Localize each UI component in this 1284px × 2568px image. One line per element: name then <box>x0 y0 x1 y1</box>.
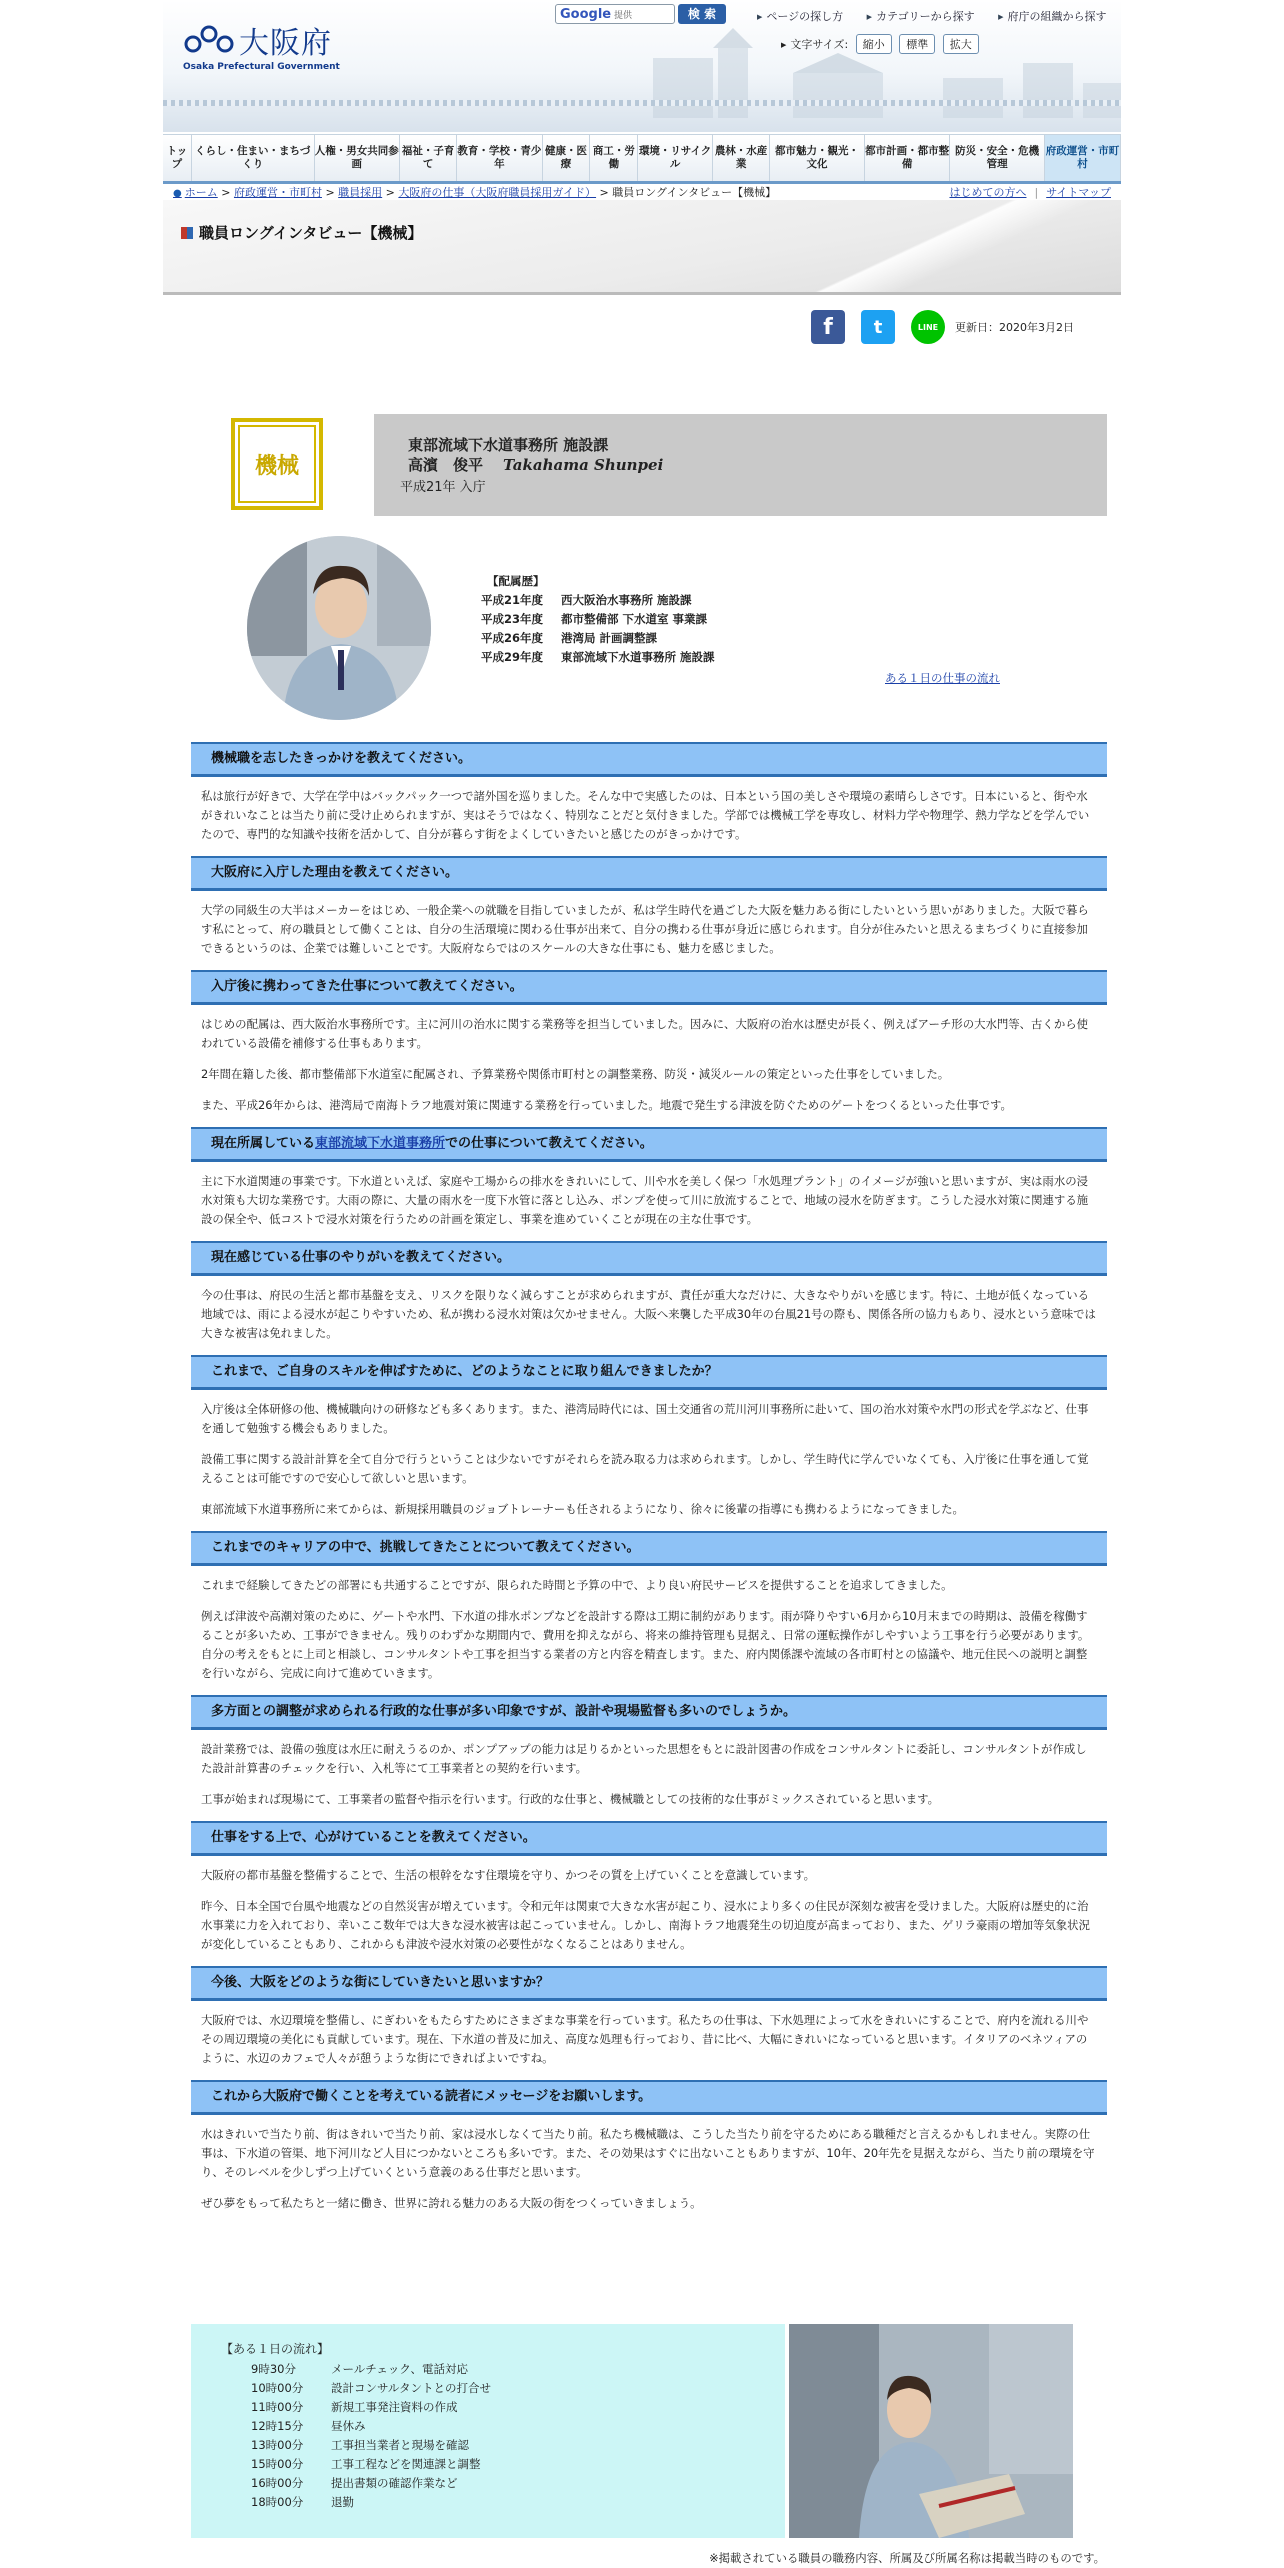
history-year: 平成21年度 <box>481 593 544 607</box>
history-row <box>481 648 715 667</box>
site-header <box>163 0 1121 132</box>
history-dept: 西大阪治水事務所 施設課 <box>561 593 692 607</box>
font-size-label: ▶ 文字サイズ: <box>781 38 848 51</box>
answer-paragraph: 2年間在籍した後、都市整備部下水道室に配属され、予算業務や関係市町村との調整業務、防災・減災ルールの策定といった仕事をしていました。 <box>201 1067 950 1081</box>
task: 工事工程などを関連課と調整 <box>331 2457 481 2471</box>
divider <box>163 292 1121 295</box>
title-band <box>163 200 1121 292</box>
breadcrumb-administration[interactable]: 府政運営・市町村 <box>233 186 322 199</box>
answer-paragraph: 大阪府では、水辺環境を整備し、にぎわいをもたらすためにさまざまな事業を行っています。私たちの仕事は、下水処理によって水をきれいにすることで、府内を流れる川やその周辺環境の美化にも貢献しています。現在、下水道の普及に加え、高度な処理も行っており、昔に比べ、大幅にきれいになっていると思います。イタリアのベネツィアのように、水辺のカフェで人々が憩うような街にできればよいですね。 <box>201 2013 1089 2065</box>
history-dept: 港湾局 計画調整課 <box>561 631 658 645</box>
list-item <box>251 2398 491 2417</box>
answer-paragraph: 設計業務では、設備の強度は水圧に耐えうるのか、ポンプアップの能力は足りるかといった思想をもとに設計図書の作成をコンサルタントに委託し、コンサルタントが作成した設計計算書のチェックを行い、入札等にて工事業者との契約を行います。 <box>201 1742 1087 1775</box>
facebook-icon[interactable]: f <box>811 310 845 344</box>
question-heading: これまで、ご自身のスキルを伸ばすために、どのようなことに取り組んできましたか？ <box>191 1355 1107 1390</box>
answer-paragraph: 私は旅行が好きで、大学在学中はバックパック一つで諸外国を巡りました。そんな中で実感したのは、日本という国の美しさや環境の素晴らしさです。日本にいると、街や水がきれいなことは当たり前に受け止められますが、実はそうではなく、特別なことだと気付きました。学部では機械工学を専攻し、材料力学や物理学、熱力学などを学んでいたので、専門的な知識や技術を活かして、自分が暮らす街をよくしていきたいと感じたのがきっかけです。 <box>201 789 1090 841</box>
nav-welfare[interactable]: 福祉・子育て <box>400 135 457 181</box>
task: 設計コンサルタントとの打合せ <box>331 2381 491 2395</box>
time: 12時15分 <box>251 2419 304 2433</box>
nav-urban[interactable]: 都市計画・都市整備 <box>865 135 950 181</box>
interview <box>191 742 1107 2225</box>
answer-paragraph: また、平成26年からは、港湾局で南海トラフ地震対策に関連する業務を行っていました。地震で発生する津波を防ぐためのゲートをつくるといった仕事です。 <box>201 1098 1012 1112</box>
nav-human-rights[interactable]: 人権・男女共同参画 <box>315 135 400 181</box>
question-heading: 仕事をする上で、心がけていることを教えてください。 <box>191 1821 1107 1856</box>
list-item <box>251 2360 491 2379</box>
question-heading: 現在感じている仕事のやりがいを教えてください。 <box>191 1241 1107 1276</box>
top-link-organization[interactable]: ▶ 府庁の組織から探す <box>998 10 1106 23</box>
time: 9時30分 <box>251 2362 296 2376</box>
answer-paragraph: 主に下水道関連の事業です。下水道といえば、家庭や工場からの排水をきれいにして、川や水を美しく保つ「水処理プラント」のイメージが強いと思いますが、実は雨水の浸水対策も大切な業務です。大雨の際に、大量の雨水を一度下水管に落とし込み、ポンプを使って川に放流することで、地域の浸水を防ぎます。こうした浸水対策に関連する施設の保全や、低コストで浸水対策を行うための計画を策定し、事業を進めていくことが現在の主な仕事です。 <box>201 1174 1089 1226</box>
nav-commerce[interactable]: 商工・労働 <box>590 135 638 181</box>
question-text: での仕事について教えてください。 <box>445 1136 653 1151</box>
history-row <box>481 629 715 648</box>
profile-box <box>374 414 1107 516</box>
profile-name-roman: Takahama Shunpei <box>503 456 664 474</box>
twitter-icon[interactable]: t <box>861 310 895 344</box>
history-dept: 東部流域下水道事務所 施設課 <box>561 650 715 664</box>
list-item <box>251 2436 491 2455</box>
font-size-small-button[interactable]: 縮小 <box>856 34 892 54</box>
search-button[interactable]: 検 索 <box>678 4 726 24</box>
footnote: ※掲載されている職員の職務内容、所属及び所属名称は掲載当時のものです。 <box>709 2551 1105 2565</box>
answer-paragraph: 今の仕事は、府民の生活と都市基盤を支え、リスクを限りなく減らすことが求められますが、責任が重大なだけに、大きなやりがいを感じます。特に、土地が低くなっている地域では、雨による浸水が起こりやすいため、私が携わる浸水対策は欠かせません。大阪へ来襲した平成30年の台風21号の際も、関係各所の協力もあり、浸水という意味では大きな被害は免れました。 <box>201 1288 1096 1340</box>
answer-paragraph: 大阪府の都市基盤を整備することで、生活の根幹をなす住環境を守り、かつその質を上げていくことを意識しています。 <box>201 1868 815 1882</box>
nav-education[interactable]: 教育・学校・青少年 <box>457 135 542 181</box>
task: 工事担当業者と現場を確認 <box>331 2438 469 2452</box>
profile-joined: 平成21年 入庁 <box>400 480 486 495</box>
time: 15時00分 <box>251 2457 304 2471</box>
question-heading: 大阪府に入庁した理由を教えてください。 <box>191 856 1107 891</box>
staff-photo <box>247 536 431 720</box>
task: メールチェック、電話対応 <box>331 2362 468 2376</box>
history-row <box>481 610 715 629</box>
osaka-emblem-icon <box>183 22 239 56</box>
nav-tourism[interactable]: 都市魅力・観光・文化 <box>770 135 865 181</box>
assignment-history <box>481 572 715 667</box>
time: 10時00分 <box>251 2381 304 2395</box>
nav-disaster[interactable]: 防災・安全・危機管理 <box>950 135 1045 181</box>
nav-environment[interactable]: 環境・リサイクル <box>638 135 713 181</box>
nav-life[interactable]: くらし・住まい・まちづくり <box>192 135 315 181</box>
task: 提出書類の確認作業など <box>331 2476 458 2490</box>
breadcrumb-guide[interactable]: 大阪府の仕事（大阪府職員採用ガイド） <box>398 186 597 199</box>
question-heading: 機械職を志したきっかけを教えてください。 <box>191 742 1107 777</box>
top-link-category[interactable]: ▶ カテゴリーから探す <box>867 10 975 23</box>
breadcrumb-current: 職員ロングインタビュー【機械】 <box>612 186 777 199</box>
question-heading: 多方面との調整が求められる行政的な仕事が多い印象ですが、設計や現場監督も多いのでしょうか。 <box>191 1695 1107 1730</box>
answer-paragraph: 水はきれいで当たり前、街はきれいで当たり前、家は浸水しなくて当たり前。私たち機械職は、こうした当たり前を守るためにある職種だと言えるかもしれません。実際の仕事は、下水道の管渠、地下河川など人目につかないところも多いです。また、その効果はすぐに出ないこともありますが、10年、20年先を見据えながら、当たり前の環境を守り、そのレベルを少しずつ上げていくという意義のある仕事だと思います。 <box>201 2127 1095 2179</box>
answer-paragraph: 例えば津波や高潮対策のために、ゲートや水門、下水道の排水ポンプなどを設計する際は工期に制約があります。雨が降りやすい6月から10月末までの時期は、設備を稼働することが多いため、工事ができません。残りのわずかな期間内で、費用を抑えながら、将来の維持管理も見据え、日常の運転操作がしやすいよう工事を行う必要があります。自分の考えをもとに上司と相談し、コンサルタントや工事を担当する業者の方と内容を精査します。また、府内関係課や流域の各市町村との協議や、地元住民への説明と調整を行いながら、完成に向けて進めていきます。 <box>201 1609 1090 1680</box>
history-title: 【配属歴】 <box>487 574 545 588</box>
badge-label: 機械 <box>238 425 316 503</box>
time: 11時00分 <box>251 2400 304 2414</box>
link-first-time[interactable]: はじめての方へ <box>949 186 1027 199</box>
page-title: 職員ロングインタビュー【機械】 <box>181 222 422 243</box>
daily-flow-title: 【ある１日の流れ】 <box>221 2342 330 2356</box>
time: 18時00分 <box>251 2495 304 2509</box>
daily-flow-box <box>191 2324 785 2538</box>
font-size-control <box>781 34 979 54</box>
task: 昼休み <box>331 2419 366 2433</box>
answer-paragraph: 設備工事に関する設計計算を全て自分で行うということは少ないですがそれらを読み取る力は求められます。しかし、学生時代に学んでいなくても、入庁後に仕事を通して覚えることは可能ですので安心して欲しいと思います。 <box>201 1452 1089 1485</box>
answer-paragraph: 入庁後は全体研修の他、機械職向けの研修なども多くあります。また、港湾局時代には、国土交通省の荒川河川事務所に赴いて、国の治水対策や水門の形式を学ぶなど、仕事を通して勉強する機会もありました。 <box>201 1402 1089 1435</box>
answer-paragraph: はじめの配属は、西大阪治水事務所です。主に河川の治水に関する業務等を担当していました。因みに、大阪府の治水は歴史が長く、例えばアーチ形の大水門等、古くから使われている設備を補修する仕事もあります。 <box>201 1017 1088 1050</box>
answer-paragraph: これまで経験してきたどの部署にも共通することですが、限られた時間と予算の中で、より良い府民サービスを提供することを追求してきました。 <box>201 1578 953 1592</box>
font-size-large-button[interactable]: 拡大 <box>943 34 979 54</box>
answer-paragraph: 東部流域下水道事務所に来てからは、新規採用職員のジョブトレーナーも任されるようになり、徐々に後輩の指導にも携わるようになってきました。 <box>201 1502 964 1516</box>
answer-paragraph: 昨今、日本全国で台風や地震などの自然災害が増えています。令和元年は関東で大きな水害が起こり、浸水により多くの住民が深刻な被害を受けました。大阪府は歴史的に治水事業に力を入れており、幸いここ数年では大きな浸水被害は起こっていません。しかし、南海トラフ地震発生の切迫度が高まっており、また、ゲリラ豪雨の増加等気象状況が変化していることもあり、これからも津波や浸水対策の必要性がなくなることはありません。 <box>201 1899 1090 1951</box>
page <box>163 0 1121 2568</box>
search-brand-sub: 提供 <box>614 11 633 21</box>
list-item <box>251 2493 491 2512</box>
history-year: 平成23年度 <box>481 612 544 626</box>
answer-paragraph: 大学の同級生の大半はメーカーをはじめ、一般企業への就職を目指していましたが、私は学生時代を過ごした大阪を魅力ある街にしたいという思いがありました。大阪で暮らす私にとって、府の職員として働くことは、自分の生活環境に関わる仕事が出来て、自分の携わる仕事が身近に感じられます。自分が住みたいと思えるまちづくりに直接参加できるというのは、企業では難しいことです。大阪府ならではのスケールの大きな仕事にも、魅力を感じました。 <box>201 903 1089 955</box>
history-dept: 都市整備部 下水道室 事業課 <box>561 612 708 626</box>
profile-name-line <box>408 454 663 475</box>
nav-agriculture[interactable]: 農林・水産業 <box>713 135 770 181</box>
staff-photo-illustration <box>247 536 431 720</box>
search-input[interactable] <box>555 4 675 24</box>
history-year: 平成29年度 <box>481 650 544 664</box>
history-row <box>481 591 715 610</box>
header-stripe <box>163 100 1121 106</box>
answer-paragraph: ぜひ夢をもって私たちと一緒に働き、世界に誇れる魅力のある大阪の街をつくっていきましょう。 <box>201 2196 702 2210</box>
list-item <box>251 2455 491 2474</box>
staff-photo-office <box>789 2324 1073 2538</box>
help-links: はじめての方へ | サイトマップ <box>949 186 1111 199</box>
share-bar <box>811 310 1074 344</box>
time: 13時00分 <box>251 2438 304 2452</box>
answer-paragraph: 工事が始まれば現場にて、工事業者の監督や指示を行います。行政的な仕事と、機械職としての技術的な仕事がミックスされていると思います。 <box>201 1792 940 1806</box>
question-heading: これまでのキャリアの中で、挑戦してきたことについて教えてください。 <box>191 1531 1107 1566</box>
task: 退勤 <box>331 2495 354 2509</box>
question-heading <box>191 1127 1107 1162</box>
history-year: 平成26年度 <box>481 631 544 645</box>
font-size-normal-button[interactable]: 標準 <box>899 34 935 54</box>
top-link-how-to-find[interactable]: ▶ ページの探し方 <box>757 10 843 23</box>
logo-text: 大阪府 <box>239 26 332 61</box>
list-item <box>251 2474 491 2493</box>
question-text: 現在所属している <box>211 1136 316 1151</box>
profile-office: 東部流域下水道事務所 施設課 <box>408 436 609 454</box>
search-brand: Google <box>560 7 612 22</box>
daily-flow-link[interactable]: ある１日の仕事の流れ <box>885 671 1000 685</box>
office-photo-illustration <box>789 2324 1073 2538</box>
question-heading: 入庁後に携わってきた仕事について教えてください。 <box>191 970 1107 1005</box>
nav-administration[interactable]: 府政運営・市町村 <box>1045 135 1121 181</box>
breadcrumb: ● ホーム > 府政運営・市町村 > 職員採用 > 大阪府の仕事（大阪府職員採用ガイド） > 職員ロングインタビュー【機械】 <box>173 184 776 200</box>
office-link[interactable]: 東部流域下水道事務所 <box>315 1136 446 1151</box>
line-icon[interactable]: LINE <box>911 310 945 344</box>
top-links <box>757 8 1121 24</box>
task: 新規工事発注資料の作成 <box>331 2400 458 2414</box>
question-heading: 今後、大阪をどのような街にしていきたいと思いますか？ <box>191 1966 1107 2001</box>
updated-date: 更新日：2020年3月2日 <box>955 321 1074 334</box>
breadcrumb-recruitment[interactable]: 職員採用 <box>338 186 383 199</box>
breadcrumb-home[interactable]: ● ホーム <box>173 186 218 199</box>
job-category-badge <box>231 418 323 510</box>
link-sitemap[interactable]: サイトマップ <box>1046 186 1111 199</box>
logo-subtitle: Osaka Prefectural Government <box>183 62 340 72</box>
daily-flow-list <box>251 2360 491 2512</box>
nav-top[interactable]: トップ <box>163 135 192 181</box>
time: 16時00分 <box>251 2476 304 2490</box>
list-item <box>251 2379 491 2398</box>
question-heading: これから大阪府で働くことを考えている読者にメッセージをお願いします。 <box>191 2080 1107 2115</box>
nav-health[interactable]: 健康・医療 <box>543 135 591 181</box>
list-item <box>251 2417 491 2436</box>
global-nav <box>163 134 1121 184</box>
profile-name: 高濱 俊平 <box>408 456 484 474</box>
